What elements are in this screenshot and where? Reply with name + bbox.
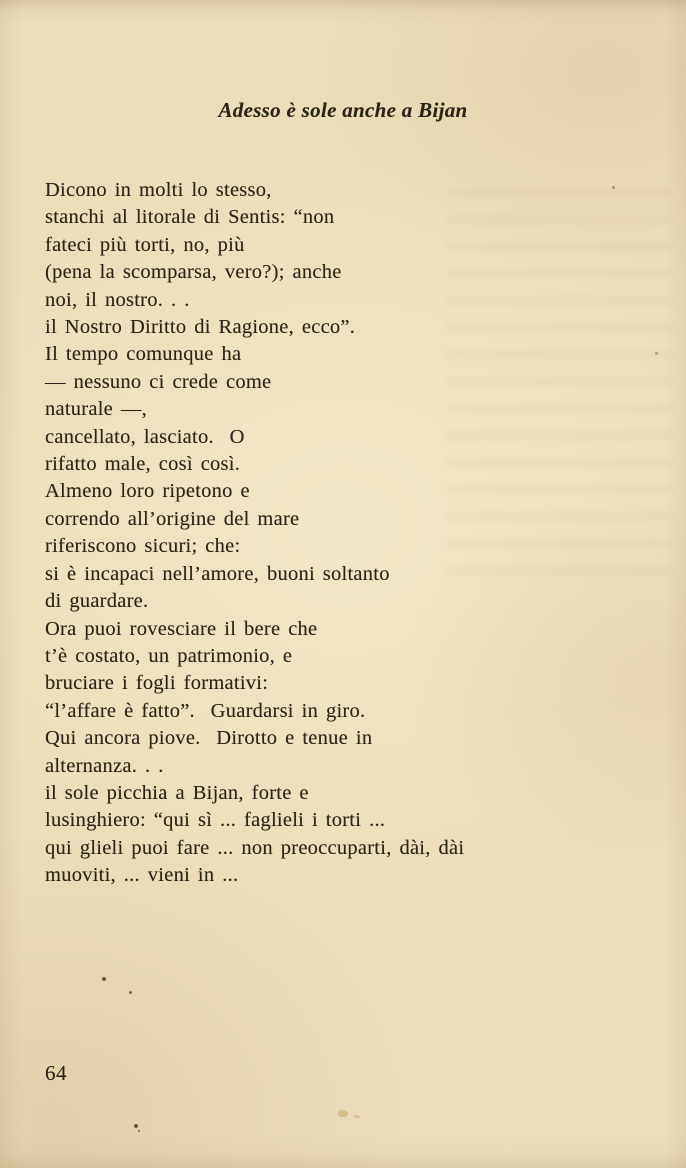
poem-line: il Nostro Diritto di Ragione, ecco”. [45,316,356,339]
poem-line: fateci più torti, no, più [45,233,245,256]
poem-line: t’è costato, un patrimonio, e [45,644,293,667]
poem-line: Il tempo comunque ha [45,343,242,366]
poem-line: cancellato, lasciato. O [45,425,245,448]
poem-line: alternanza. . . [45,754,164,777]
paper-speck [102,977,106,981]
poem-line: Dicono in molti lo stesso, [45,179,272,201]
poem-line: stanchi al litorale di Sentis: “non [45,206,335,229]
poem-line: noi, il nostro. . . [45,288,190,311]
poem-line: muoviti, ... vieni in ... [45,864,239,887]
poem-line: di guardare. [45,590,149,613]
poem-line: — nessuno ci crede come [45,370,272,393]
poem-title: Adesso è sole anche a Bijan [218,98,468,122]
paper-speck [655,352,658,355]
poem-line: il sole picchia a Bijan, forte e [45,781,309,804]
poem-line: bruciare i fogli formativi: [45,672,269,695]
poem-line: si è incapaci nell’amore, buoni soltanto [45,562,390,585]
poem-line: naturale —, [45,398,148,421]
poem-line: qui glieli puoi fare ... non preoccuparti, dài, dài [45,836,465,859]
paper-speck [134,1124,138,1128]
poem-body [45,177,645,890]
poem-line: Almeno loro ripetono e [45,480,250,503]
poem-line: correndo all’origine del mare [45,507,300,530]
poem-line: rifatto male, così così. [45,453,241,476]
poem-line: Qui ancora piove. Dirotto e tenue in [45,727,373,750]
poem-line: (pena la scomparsa, vero?); anche [45,261,342,284]
poem-line: Ora puoi rovesciare il bere che [45,617,318,640]
page-number: 64 [45,1061,67,1085]
poem-line: riferiscono sicuri; che: [45,535,241,558]
poem-line: “l’affare è fatto”. Guardarsi in giro. [45,699,366,722]
poem-line: lusinghiero: “qui sì ... faglieli i torti ... [45,809,386,832]
paper-stain [338,1110,348,1117]
paper-speck [129,991,132,994]
